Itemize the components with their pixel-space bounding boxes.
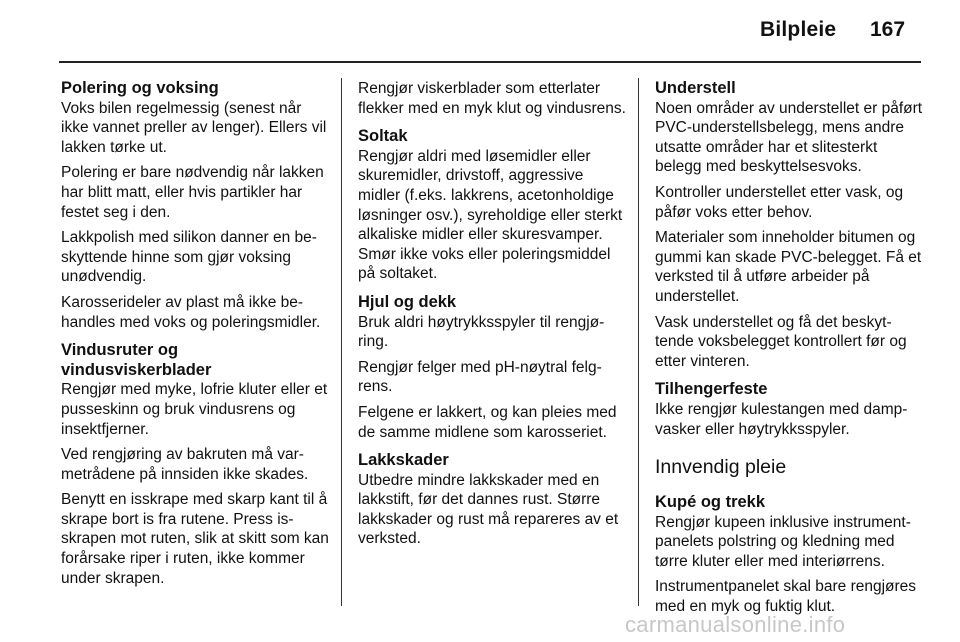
- watermark: carmanualsonline.info: [625, 612, 846, 637]
- heading-polering: Polering og voksing: [61, 79, 219, 97]
- heading-tilhengerfeste: Tilhengerfeste: [655, 380, 768, 399]
- section-kupe: [655, 493, 925, 617]
- column-2: [358, 79, 626, 558]
- heading-lakkskader: Lakkskader: [358, 451, 449, 470]
- paragraph: Materialer som inneholder bitumen og gummi kan skade PVC-belegget. Få et verksted til å utføre arbeider på understellet.: [655, 229, 922, 305]
- paragraph: Voks bilen regelmessig (senest når ikke vannet preller av lenger). Ellers vil lakken tørke ut.: [61, 99, 327, 156]
- heading-kupe: Kupé og trekk: [655, 493, 766, 512]
- section-hjul: [358, 293, 626, 442]
- paragraph: Rengjør kupeen inklusive instrumentpanelets polstring og kledning med tørre kluter eller med interiørrens.: [655, 513, 911, 570]
- paragraph: Rengjør felger med pH-nøytral felgrens.: [358, 358, 602, 396]
- paragraph: Polering er bare nødvendig når lakken har blitt matt, eller hvis partikler har festet seg i den.: [61, 164, 324, 221]
- paragraph: Instrumentpanelet skal bare rengjøres med en myk og fuktig klut.: [655, 578, 917, 616]
- paragraph: Karosserideler av plast må ikke behandles med voks og poleringsmidler.: [61, 293, 321, 331]
- paragraph: Rengjør viskerblader som etterlater flekker med en myk klut og vindusrens.: [358, 80, 626, 117]
- paragraph: Bruk aldri høytrykksspyler til rengjøring.: [358, 313, 605, 351]
- heading-soltak: Soltak: [358, 127, 408, 146]
- column-divider-2: [638, 78, 639, 606]
- heading-vindusruter: Vindusruter og vindusviskerblader: [61, 341, 212, 379]
- section-title: Bilpleie: [760, 18, 837, 41]
- heading-innvendig-pleie: Innvendig pleie: [655, 456, 787, 479]
- section-tilhengerfeste: [655, 380, 925, 439]
- paragraph: Benytt en isskrape med skarp kant til å skrape bort is fra rutene. Press isskrapen mot ruten, slik at skitt som kan forårsake riper i ruten, ikke kommer under skrapen.: [61, 491, 329, 587]
- page-number: 167: [870, 18, 906, 41]
- section-soltak: [358, 127, 626, 284]
- heading-hjul: Hjul og dekk: [358, 292, 457, 311]
- paragraph: Kontroller understellet etter vask, og påfør voks etter behov.: [655, 183, 904, 221]
- heading-understell: Understell: [655, 79, 736, 97]
- paragraph: Rengjør med myke, lofrie kluter eller et pusseskinn og bruk vindusrens og insektfjerner.: [61, 381, 328, 438]
- paragraph: Ved rengjøring av bakruten må varmetrådene på innsiden ikke skades.: [61, 446, 309, 483]
- section-vindusruter: [61, 341, 329, 588]
- paragraph: Lakkpolish med silikon danner en beskyttende hinne som gjør voksing unødvendig.: [61, 229, 317, 286]
- header-divider: [59, 61, 921, 63]
- column-1: [61, 79, 329, 597]
- column-divider-1: [341, 78, 342, 606]
- paragraph: Vask understellet og få det beskyttende voksbelegget kontrollert før og etter vinteren.: [655, 313, 907, 370]
- paragraph: Noen områder av understellet er påført PVC-understellsbelegg, mens andre utsatte områder har et slitesterkt belegg med beskyttelsesvoks.: [655, 99, 923, 176]
- section-polering: [61, 79, 329, 332]
- paragraph: Ikke rengjør kulestangen med dampvasker eller høytrykksspyler.: [655, 400, 908, 438]
- section-understell: [655, 79, 925, 371]
- section-viskerblader-cont: [358, 79, 626, 118]
- paragraph: Rengjør aldri med løsemidler eller skuremidler, drivstoff, aggressive midler (f.eks. lakkrens, acetonholdige løsninger osv.), syreholdige eller sterkt alkaliske midler eller skuresvamper. Smør ikke voks eller poleringsmiddel på soltaket.: [358, 147, 623, 283]
- column-3: [655, 79, 925, 626]
- paragraph: Utbedre mindre lakkskader med en lakkstift, før det dannes rust. Større lakkskader og rust må repareres av et verksted.: [358, 471, 619, 548]
- section-lakkskader: [358, 451, 626, 549]
- paragraph: Felgene er lakkert, og kan pleies med de samme midlene som karosseriet.: [358, 403, 617, 441]
